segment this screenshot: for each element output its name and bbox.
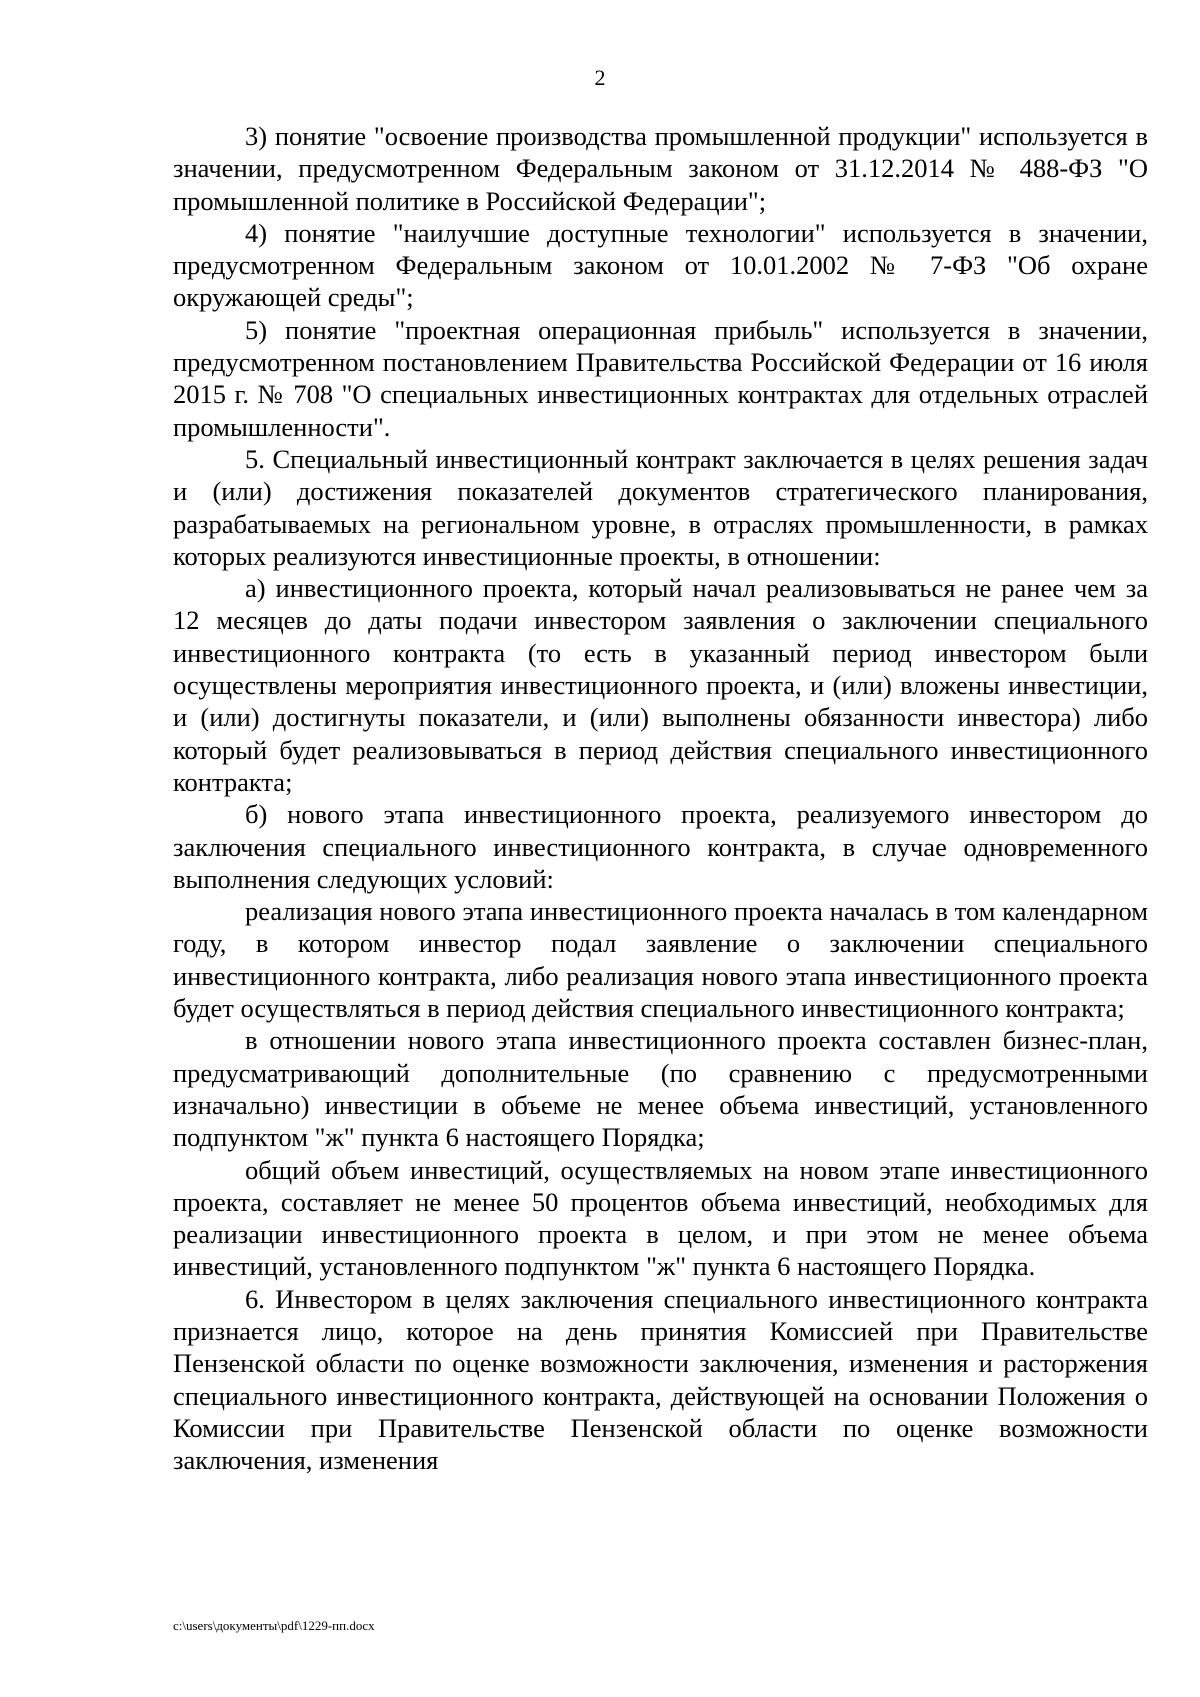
paragraph-item-5-term-operating-profit: 5) понятие "проектная операционная прибыль" используется в значении, предусмотренном постановлением Правительства Российской Федерации от 16 июля 2015 г. № 708 "О специальных инвестиционных контрактах для отдельных отраслей промышленности". <box>173 314 1148 442</box>
paragraph-subclause-a: а) инвестиционного проекта, который начал реализовываться не ранее чем за 12 месяцев до даты подачи инвестором заявления о заключении специального инвестиционного контракта (то есть в указанный период инвестором были осуществлены мероприятия инвестиционного проекта, и (или) вложены инвестиции, и (или) достигнуты показатели, и (или) выполнены обязанности инвестора) либо который будет реализовываться в период действия специального инвестиционного контракта; <box>173 573 1148 797</box>
paragraph-clause-5: 5. Специальный инвестиционный контракт заключается в целях решения задач и (или) достижения показателей документов стратегического планирования, разрабатываемых на региональном уровне, в отраслях промышленности, в рамках которых реализуются инвестиционные проекты, в отношении: <box>173 443 1148 571</box>
page-number: 2 <box>594 65 606 90</box>
paragraph-condition-1: реализация нового этапа инвестиционного проекта началась в том календарном году, в котором инвестор подал заявление о заключении специального инвестиционного контракта, либо реализация нового этапа инвестиционного проекта будет осуществляться в период действия специального инвестиционного контракта; <box>173 896 1148 1024</box>
paragraph-item-4-term-best-technologies: 4) понятие "наилучшие доступные технологии" используется в значении, предусмотренном Федеральным законом от 10.01.2002 № 7-ФЗ "Об охране окружающей среды"; <box>173 217 1148 313</box>
paragraph-clause-6: 6. Инвестором в целях заключения специального инвестиционного контракта признается лицо, которое на день принятия Комиссией при Правительстве Пензенской области по оценке возможности заключения, изменения и расторжения специального инвестиционного контракта, действующей на основании Положения о Комиссии при Правительстве Пензенской области по оценке возможности заключения, изменения <box>173 1283 1148 1476</box>
paragraph-condition-3: общий объем инвестиций, осуществляемых на новом этапе инвестиционного проекта, составляет не менее 50 процентов объема инвестиций, необходимых для реализации инвестиционного проекта в целом, и при этом не менее объема инвестиций, установленного подпунктом "ж" пункта 6 настоящего Порядка. <box>173 1154 1148 1282</box>
document-body <box>173 120 1148 1476</box>
paragraph-subclause-b: б) нового этапа инвестиционного проекта, реализуемого инвестором до заключения специального инвестиционного контракта, в случае одновременного выполнения следующих условий: <box>173 799 1148 894</box>
footer-file-path: c:\users\документы\pdf\1229-пп.docx <box>173 1618 375 1633</box>
paragraph-item-3-term-development: 3) понятие "освоение производства промышленной продукции" используется в значении, предусмотренном Федеральным законом от 31.12.2014 № 488-ФЗ "О промышленной политике в Российской Федерации"; <box>173 121 1148 216</box>
paragraph-condition-2: в отношении нового этапа инвестиционного проекта составлен бизнес-план, предусматривающий дополнительные (по сравнению с предусмотренными изначально) инвестиции в объеме не менее объема инвестиций, установленного подпунктом "ж" пункта 6 настоящего Порядка; <box>173 1025 1148 1153</box>
